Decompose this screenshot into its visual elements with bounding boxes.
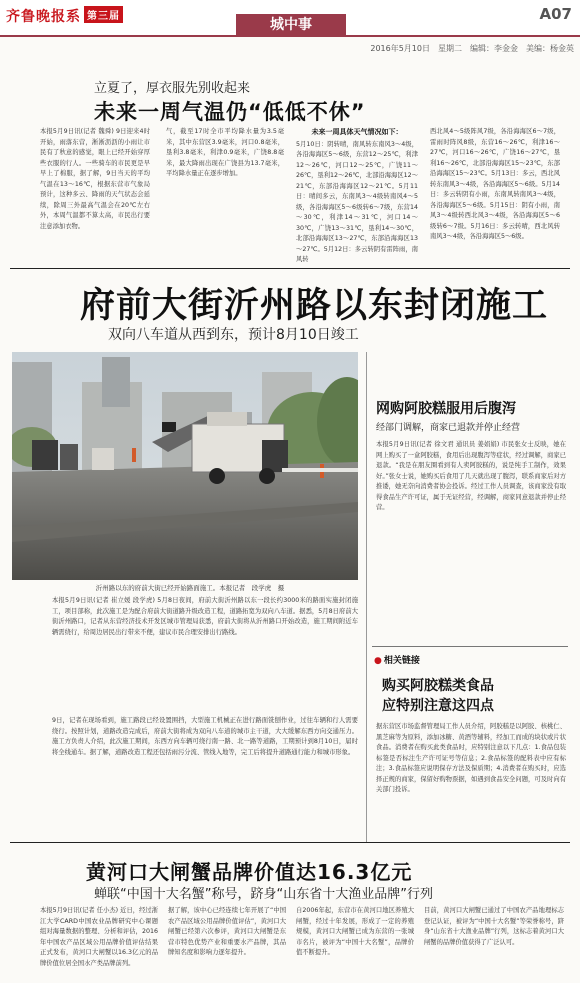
road-construction-photo (12, 352, 358, 580)
column-divider (366, 352, 367, 842)
article1-column-3 (296, 127, 418, 265)
related-link-title: 购买阿胶糕类食品 应特别注意这四点 (382, 678, 494, 714)
article2-title: 府前大街沂州路以东封闭施工 (80, 285, 549, 326)
masthead (0, 0, 580, 36)
article-divider-2 (10, 842, 570, 843)
article1-column-1: 本报5月9日讯(记者 魏舜) 9日迎来4时开始，雨落东营，淅淅沥沥的小雨让市民有了秋意的感觉，眼上已经开始穿厚些衣服的行人。一些骑车的市民更是早早上了棉服，据了解，9日当天的平均气温在13～16℃，根据东营市气象局预计，这种多云、降雨的天气状态会延续，除周三外最高气温会在20℃左右外，本周气温都不算太高，市民出行要注意添加衣物。 (40, 128, 150, 230)
related-link-label: 相关链接 (383, 656, 420, 666)
article1-title: 未来一周气温仍“低低不休” (94, 100, 366, 124)
sidebar1-body: 本报5月9日讯(记者 徐文君 通讯员 姜娟娟) 市民张女士反映，她在网上购买了一盒阿胶糕，食用后出现腹泻等症状，经过调解，商家已退款。“我是在朋友圈看到有人卖阿胶糕的，说是纯手工制作，效果好。”张女士说，她购买后食用了几天就出现了腹泻，联系商家后对方推诿，她无奈向消费者协会投诉。经过工作人员调查，该商家没有取得食品生产许可证，属于无证经营，经调解，商家同意退款并停止经营。 (376, 441, 566, 511)
section-tab: 城中事 (236, 14, 346, 36)
logo-badge: 第三届 (84, 6, 123, 23)
article3-column-3: 自2006年起，东营市在黄河口地区养殖大闸蟹，经过十年发展，形成了一定的养殖规模，黄河口大闸蟹已成为东营的一张城市名片，被评为“中国十大名蟹”，品牌价值不断提升。 (296, 907, 414, 956)
article1-kicker: 立夏了，厚衣服先别收起来 (94, 81, 251, 96)
related-link-body: 据东营区市场监督管理局工作人员介绍，阿胶糕是以阿胶、核桃仁、黑芝麻等为原料，添加冰糖、黄酒等辅料，经加工而成的块状或片状食品。消费者在购买此类食品时，应特别注意以下几点：1.食品包装标签是否标注生产许可证号等信息；2.食品标签的配料表中应有标注；3.食品标签应说明保存方法及保质期；4.消费者在购买时，应选择正规的商家，保留好购物票据，如遇到食品安全问题，可及时向有关部门投诉。 (376, 723, 566, 793)
article3-column-1: 本报5月9日讯(记者 任小杰) 近日，经过浙江大学CARD中国农业品牌研究中心课题组对海量数据的整理、分析和评估，2016年中国农产品区域公用品牌价值评估结果正式发布，黄河口大闸蟹以16.3亿元的品牌价值位居全国水产类品牌前列。 (40, 907, 158, 967)
article1-column-2: 气，截至17时全市平均降水量为3.5毫米，其中东营区3.9毫米，河口0.8毫米，垦利3.8毫米，利津0.9毫米，广饶8.8毫米，最大降雨出现在广饶县为13.7毫米，平均降水量正在逐步增加。 (166, 128, 284, 177)
article2-column-1: 本报5月9日讯(记者 崔立媛 段学虎) 5月8日夜间，府前大街沂州路以东一段长约3000米的路面实施封闭施工，项目部称，此次施工是为配合府前大街道路升级改造工程，道路拓宽为双向八车道。据悉，5月8日府前大街沂州路口，记者从东营经济技术开发区城市管理局获悉，府前大街将从沂州路口开始改造，施工期间附近车辆需绕行，给周边居民出行带来不便，建议市民合理安排出行路线。 (52, 597, 358, 636)
weather-forecast-text: 5月10日：阴转晴，南风转东南风3～4级，各沿海海区5～6级，东营12～25℃，利津12～26℃，河口12～25℃，广饶11～26℃，垦利12～26℃，北部沿海海区12～21℃，东部沿海海区12～21℃。5月11日：晴间多云，东南风3～4级转南风4～5级，各沿海海区5～6级转6～7级，东营14～30℃，利津14～31℃，河口14～30℃，广饶13～31℃，垦利14～30℃，北部沿海海区13～27℃，东部沿海海区13～27℃。5月12日：多云转阴有雷阵雨，南风转 (296, 140, 418, 263)
newspaper-logo (6, 6, 123, 26)
article3-title: 黄河口大闸蟹品牌价值达16.3亿元 (86, 860, 413, 884)
masthead-divider (0, 35, 580, 37)
weather-forecast-heading: 未来一周具体天气情况如下： (311, 128, 403, 136)
article2-column-2: 9日，记者在现场看到，施工路段已经设置围挡，大型施工机械正在进行路面铣刨作业，过往车辆和行人需要绕行。按照计划，道路改造完成后，府前大街将成为双向八车道的城市主干道，大大缓解东西方向交通压力。施工方负责人介绍，此次施工期间，东西方向车辆可绕行南一路、北一路等道路，工期预计到8月10日，届时将全线通车。据了解，道路改造工程还包括雨污分流、管线入地等，完工后将提升道路通行能力和城市形象。 (52, 717, 358, 756)
page-number: A07 (539, 5, 572, 23)
article3-subtitle: 蝉联“中国十大名蟹”称号，跻身“山东省十大渔业品牌”行列 (94, 887, 433, 902)
sidebar1-subtitle: 经部门调解，商家已退款并停止经营 (376, 423, 521, 433)
article3-column-2: 据了解，该中心已经连续七年开展了“中国农产品区域公用品牌价值评估”，黄河口大闸蟹已经第六次参评，黄河口大闸蟹是东营市特色优势产业和重要水产品牌，其品牌知名度和影响力逐年提升。 (168, 907, 286, 956)
related-link-tag (374, 653, 422, 666)
article2-subtitle: 双向八车道从西到东，预计8月10日竣工 (108, 327, 359, 343)
article1-column-4: 西北风4～5级阵风7级，各沿海海区6～7级，雷雨时阵风8级，东营16～26℃，利津16～27℃，河口16～26℃，广饶16～27℃，垦利16～26℃，北部沿海海区15～23℃，东部沿海海区15～23℃。5月13日：多云，西北风转东南风3～4级，各沿海海区5～6级。5月14日：多云转阴有小雨，东南风转南风3～4级，各沿海海区5～6级。5月15日：阴有小雨，南风3～4级转西北风3～4级，各沿海海区5～6级转6～7级。5月16日：多云转晴，西北风转南风3～4级，各沿海海区5～6级。 (430, 128, 560, 240)
sidebar-divider (372, 646, 568, 647)
dateline: 2016年5月10日 星期二 编辑：李金金 美编：杨金英 (370, 44, 574, 53)
article3-column-4: 目前，黄河口大闸蟹已通过了中国农产品地理标志登记认证，被评为“中国十大名蟹”等荣誉称号，跻身“山东省十大渔业品牌”行列，这标志着黄河口大闸蟹的品牌价值获得了广泛认可。 (424, 907, 564, 946)
road-construction-photo-image (12, 352, 358, 580)
logo-text: 齐鲁晚报系 (6, 9, 81, 25)
photo-caption: 沂州路以东的府前大街已经开始路面施工。本报记者 段学虎 摄 (95, 584, 285, 592)
sidebar1-title: 网购阿胶糕服用后腹泻 (376, 401, 516, 417)
article-divider-1 (10, 268, 570, 269)
link-bullet-icon: ● (374, 656, 382, 666)
